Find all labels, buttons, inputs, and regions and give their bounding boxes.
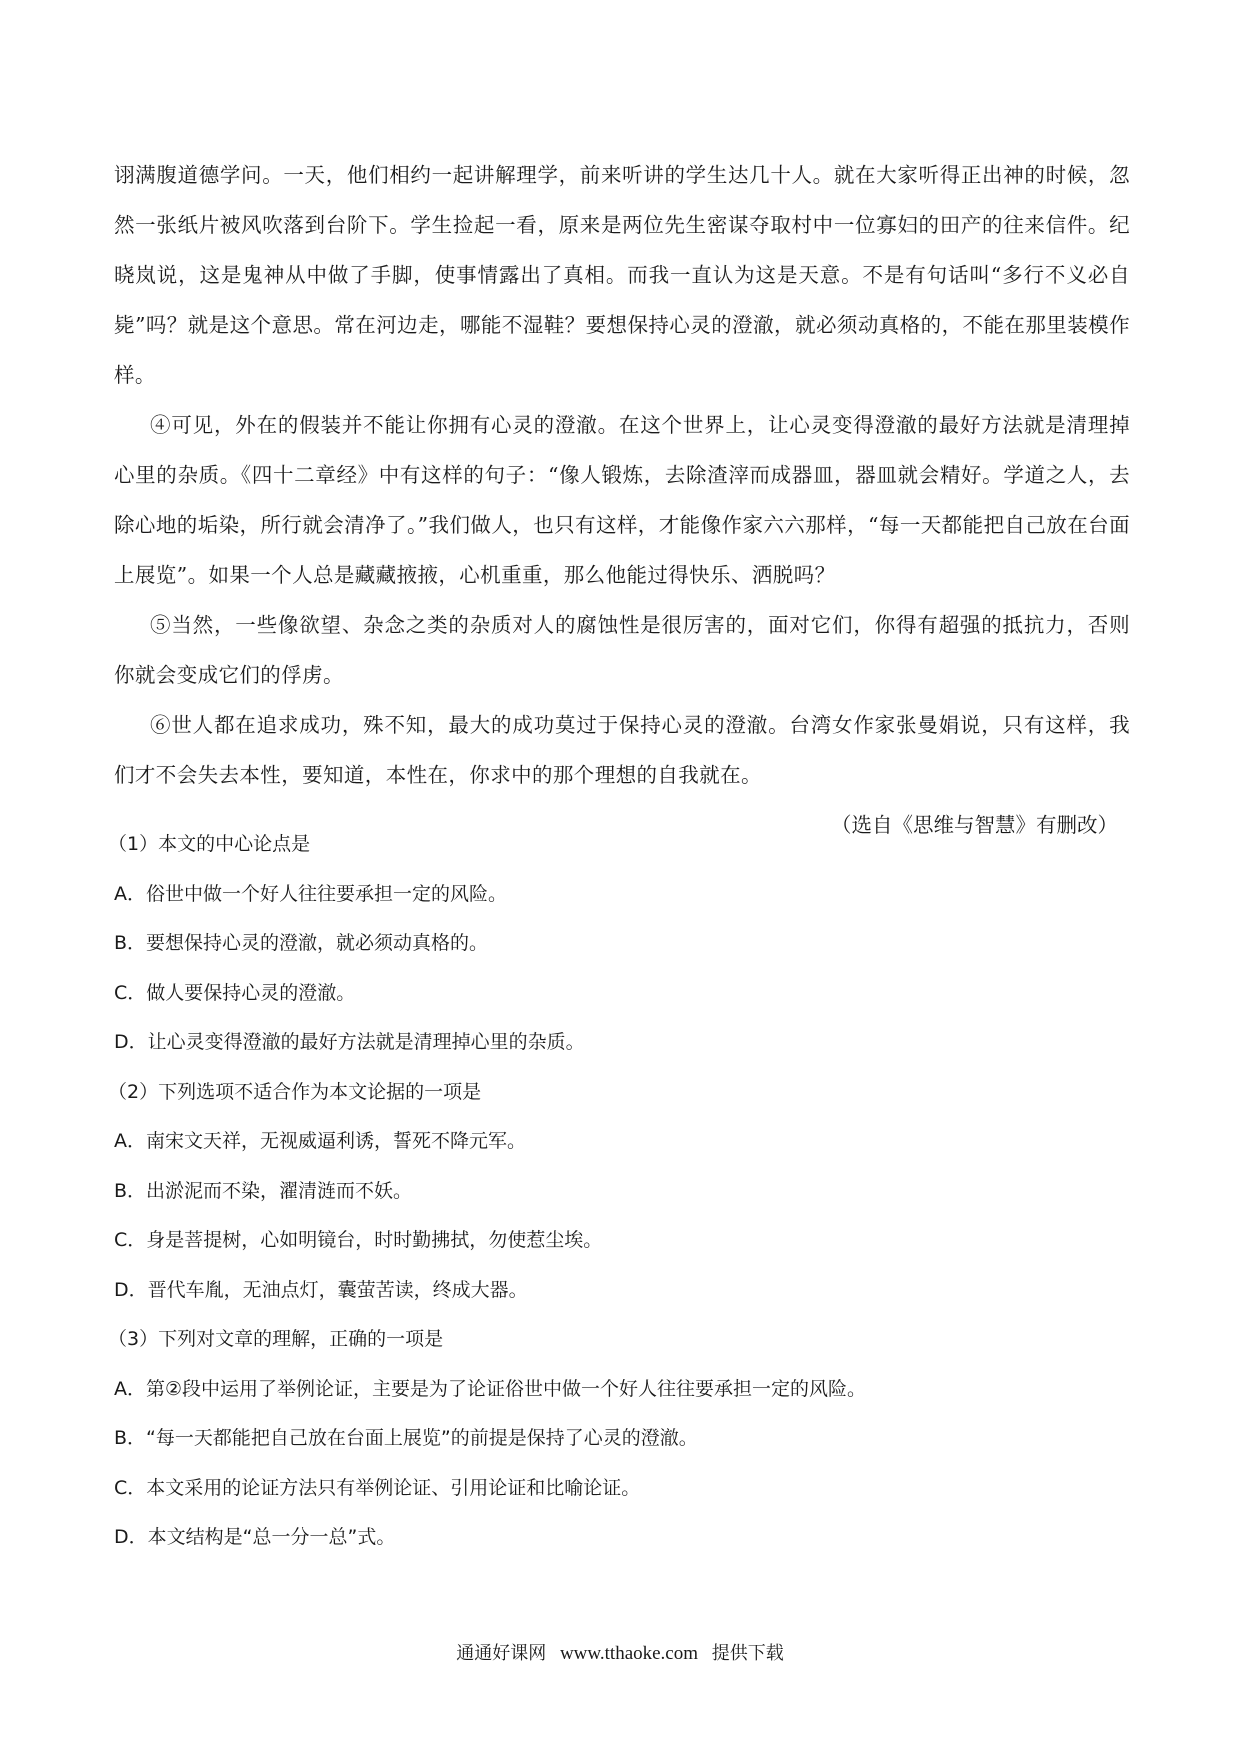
option-b: B．“每一天都能把自己放在台面上展览”的前提是保持了心灵的澄澈。 [114, 1427, 698, 1449]
footer-suffix: 提供下载 [711, 1643, 784, 1664]
question-1 [108, 820, 1130, 1068]
passage-paragraph-continued: 诩满腹道德学问。一天，他们相约一起讲解理学，前来听讲的学生达几十人。就在大家听得正出神的时候，忽然一张纸片被风吹落到台阶下。学生捡起一看，原来是两位先生密谋夺取村中一位寡妇的田产的往来信件。纪晓岚说，这是鬼神从中做了手脚，使事情露出了真相。而我一直认为这是天意。不是有句话叫“多行不义必自毙”吗？就是这个意思。常在河边走，哪能不湿鞋？要想保持心灵的澄澈，就必须动真格的，不能在那里装模作样。 [114, 163, 1130, 387]
passage-source: （选自《思维与智慧》有删改） [831, 813, 1118, 837]
question-title: （2）下列选项不适合作为本文论据的一项是 [108, 1080, 482, 1103]
option-c: C．本文采用的论证方法只有举例论证、引用论证和比喻论证。 [114, 1476, 641, 1499]
option-b: B．要想保持心灵的澄澈，就必须动真格的。 [114, 932, 489, 954]
passage-paragraph-6: ⑥世人都在追求成功，殊不知，最大的成功莫过于保持心灵的澄澈。台湾女作家张曼娟说，只有这样，我们才不会失去本性，要知道，本性在，你求中的那个理想的自我就在。 [114, 713, 1130, 787]
option-d: D．晋代车胤，无油点灯，囊萤苦读，终成大器。 [114, 1278, 528, 1301]
option-a: A．俗世中做一个好人往往要承担一定的风险。 [114, 882, 507, 905]
question-2 [108, 1068, 1130, 1316]
page-footer [0, 1640, 1240, 1668]
question-list [108, 820, 1130, 1563]
footer-site-name: 通通好课网 [456, 1643, 547, 1664]
option-b: B．出淤泥而不染，濯清涟而不妖。 [114, 1179, 413, 1202]
option-c: C．身是菩提树，心如明镜台，时时勤拂拭，勿使惹尘埃。 [114, 1229, 603, 1251]
option-d: D．让心灵变得澄澈的最好方法就是清理掉心里的杂质。 [114, 1031, 585, 1053]
option-a: A．南宋文天祥，无视威逼利诱，誓死不降元军。 [114, 1130, 526, 1152]
reading-passage [114, 150, 1130, 850]
question-title: （3）下列对文章的理解，正确的一项是 [108, 1328, 444, 1350]
question-3 [108, 1315, 1130, 1563]
option-a: A．第②段中运用了举例论证，主要是为了论证俗世中做一个好人往往要承担一定的风险。 [114, 1377, 867, 1400]
footer-url-link[interactable]: www.tthaoke.com [559, 1643, 699, 1664]
passage-paragraph-4: ④可见，外在的假装并不能让你拥有心灵的澄澈。在这个世界上，让心灵变得澄澈的最好方法就是清理掉心里的杂质。《四十二章经》中有这样的句子：“像人锻炼，去除渣滓而成器皿，器皿就会精好。学道之人，去除心地的垢染，所行就会清净了。”我们做人，也只有这样，才能像作家六六那样，“每一天都能把自己放在台面上展览”。如果一个人总是藏藏掖掖，心机重重，那么他能过得快乐、洒脱吗？ [114, 413, 1130, 587]
passage-paragraph-5: ⑤当然，一些像欲望、杂念之类的杂质对人的腐蚀性是很厉害的，面对它们，你得有超强的抵抗力，否则你就会变成它们的俘虏。 [114, 613, 1130, 687]
option-d: D．本文结构是“总一分一总”式。 [114, 1526, 396, 1548]
question-title: （1）本文的中心论点是 [108, 833, 311, 855]
option-c: C．做人要保持心灵的澄澈。 [114, 981, 356, 1004]
